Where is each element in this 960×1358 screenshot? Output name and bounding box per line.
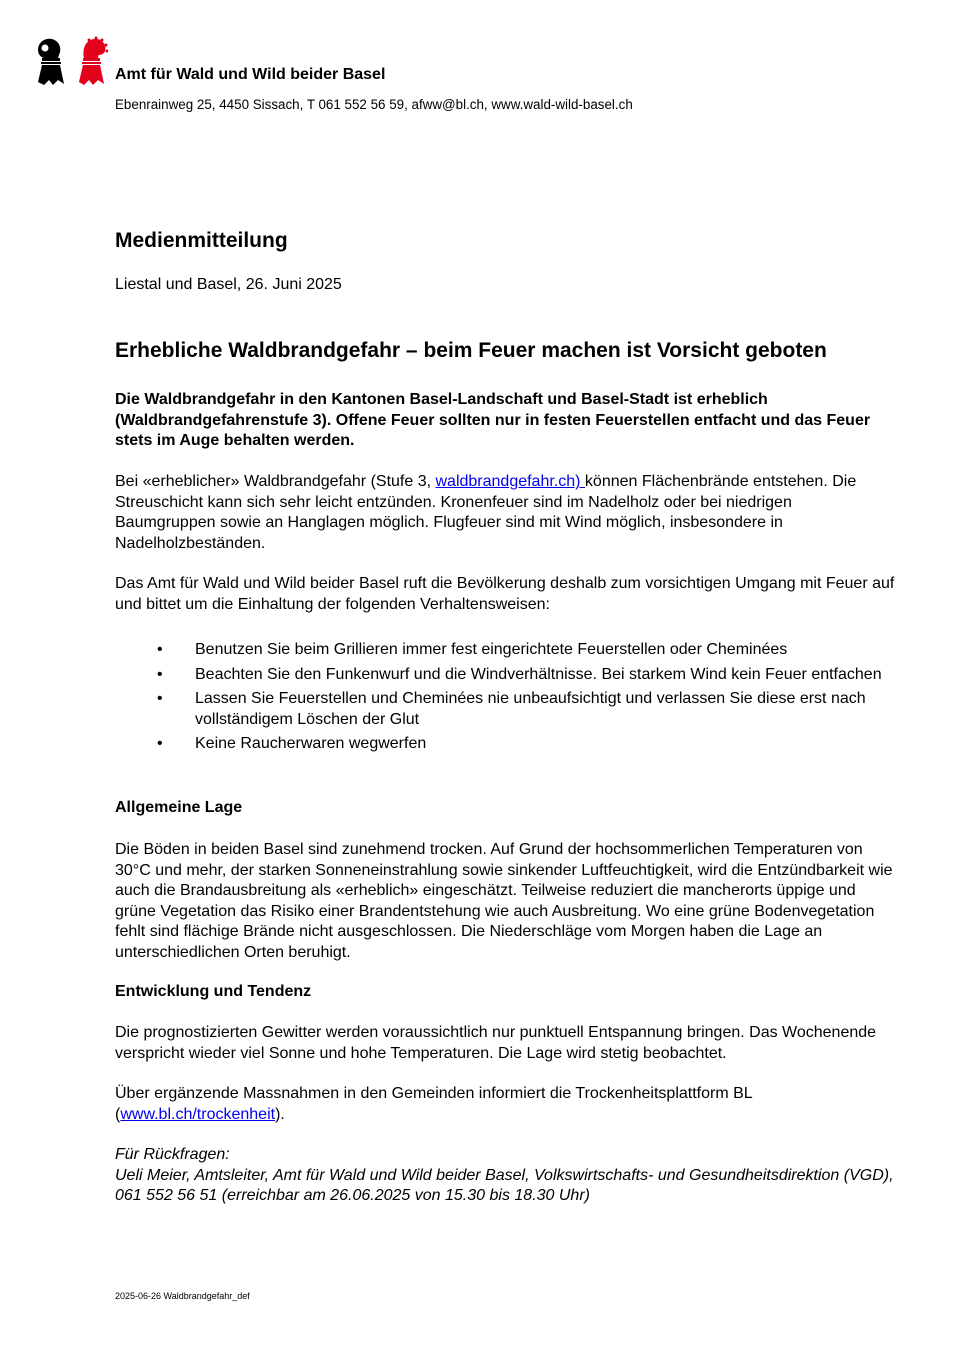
- paragraph-text: Über ergänzende Massnahmen in den Gemeinden informiert die Trockenheitsplattform BL (: [115, 1085, 753, 1123]
- paragraph-text: ).: [275, 1105, 285, 1123]
- list-item-text: Lassen Sie Feuerstellen und Cheminées nie unbeaufsichtigt und verlassen Sie diese erst nach vollständigem Löschen der Glut: [195, 690, 866, 728]
- lead-paragraph: Die Waldbrandgefahr in den Kantonen Basel-Landschaft und Basel-Stadt ist erheblich (Waldbrandgefahrenstufe 3). Offene Feuer sollten nur in festen Feuerstellen entfacht und das Feuer stets im Auge behalten werden.: [115, 391, 871, 449]
- list-item: [115, 734, 895, 755]
- trockenheit-link[interactable]: www.bl.ch/trockenheit: [120, 1105, 276, 1123]
- section-heading-development: Entwicklung und Tendenz: [115, 983, 312, 1000]
- paragraph-appeal: Das Amt für Wald und Wild beider Basel ruft die Bevölkerung deshalb zum vorsichtigen Umgang mit Feuer auf und bittet um die Einhaltung der folgenden Verhaltensweisen:: [115, 575, 895, 613]
- list-item: [115, 665, 895, 686]
- baselbiet-crosier-icon: [34, 36, 66, 86]
- list-item: [115, 640, 895, 661]
- headline: Erhebliche Waldbrandgefahr – beim Feuer machen ist Vorsicht geboten: [115, 339, 827, 362]
- list-item-text: Benutzen Sie beim Grillieren immer fest eingerichtete Feuerstellen oder Cheminées: [195, 641, 788, 658]
- bullet-icon: •: [157, 641, 163, 658]
- paragraph-general-situation: Die Böden in beiden Basel sind zunehmend trocken. Auf Grund der hochsommerlichen Temperaturen von 30°C und mehr, der starken Sonneneinstrahlung sowie sinkender Luftfeuchtigkeit, wird die Entzündbarkeit wie auch die Brandausbreitung als «erheblich» eingeschätzt. Teilweise reduziert die mancherorts üppige und grüne Vegetation das Risiko einer Brandentstehung wie auch Ausbreitung. Wo eine grüne Bodenvegetation fehlt sind flächige Brände nicht ausgeschlossen. Die Niederschläge vom Morgen haben die Lage an unterschiedlichen Orten beruhigt.: [115, 841, 893, 961]
- bullet-icon: •: [157, 690, 163, 707]
- waldbrandgefahr-link[interactable]: waldbrandgefahr.ch): [435, 473, 585, 490]
- bullet-icon: •: [157, 735, 163, 752]
- footer-filename: 2025-06-26 Waldbrandgefahr_def: [115, 1291, 250, 1301]
- basel-stadt-crosier-icon: [76, 36, 108, 86]
- contact-label: Für Rückfragen:: [115, 1146, 230, 1163]
- document-date: Liestal und Basel, 26. Juni 2025: [115, 276, 342, 293]
- organization-address: Ebenrainweg 25, 4450 Sissach, T 061 552 56 59, afww@bl.ch, www.wald-wild-basel.ch: [115, 97, 633, 112]
- document-type: Medienmitteilung: [115, 229, 288, 252]
- paragraph-danger-level: [115, 472, 895, 554]
- section-heading-general-situation: Allgemeine Lage: [115, 799, 243, 816]
- paragraph-drought-platform: [115, 1084, 895, 1125]
- list-item-text: Keine Raucherwaren wegwerfen: [195, 735, 427, 752]
- behaviour-list: [115, 640, 895, 759]
- list-item: [115, 689, 895, 730]
- paragraph-development: Die prognostizierten Gewitter werden voraussichtlich nur punktuell Entspannung bringen. Das Wochenende verspricht wieder viel Sonne und hohe Temperaturen. Die Lage wird stetig beobachtet.: [115, 1024, 877, 1062]
- bullet-icon: •: [157, 665, 163, 683]
- organization-name: Amt für Wald und Wild beider Basel: [115, 66, 386, 83]
- contact-block: [115, 1145, 895, 1207]
- contact-text: Ueli Meier, Amtsleiter, Amt für Wald und Wild beider Basel, Volkswirtschafts- und Gesundheitsdirektion (VGD), 061 552 56 51 (erreichbar am 26.06.2025 von 15.30 bis 18.30 Uhr): [115, 1166, 894, 1204]
- paragraph-text: Bei «erheblicher» Waldbrandgefahr (Stufe 3,: [115, 473, 436, 490]
- list-item-text: Beachten Sie den Funkenwurf und die Windverhältnisse. Bei starkem Wind kein Feuer entfachen: [195, 665, 882, 683]
- paragraph-text: können Flächenbrände entstehen. Die Streuschicht kann sich sehr leicht entzünden. Kronenfeuer sind im Nadelholz oder bei niedrigen Baumgruppen sowie an Hanglagen möglich. Flugfeuer sind mit Wind möglich, insbesondere in Nadelholzbeständen.: [115, 473, 857, 552]
